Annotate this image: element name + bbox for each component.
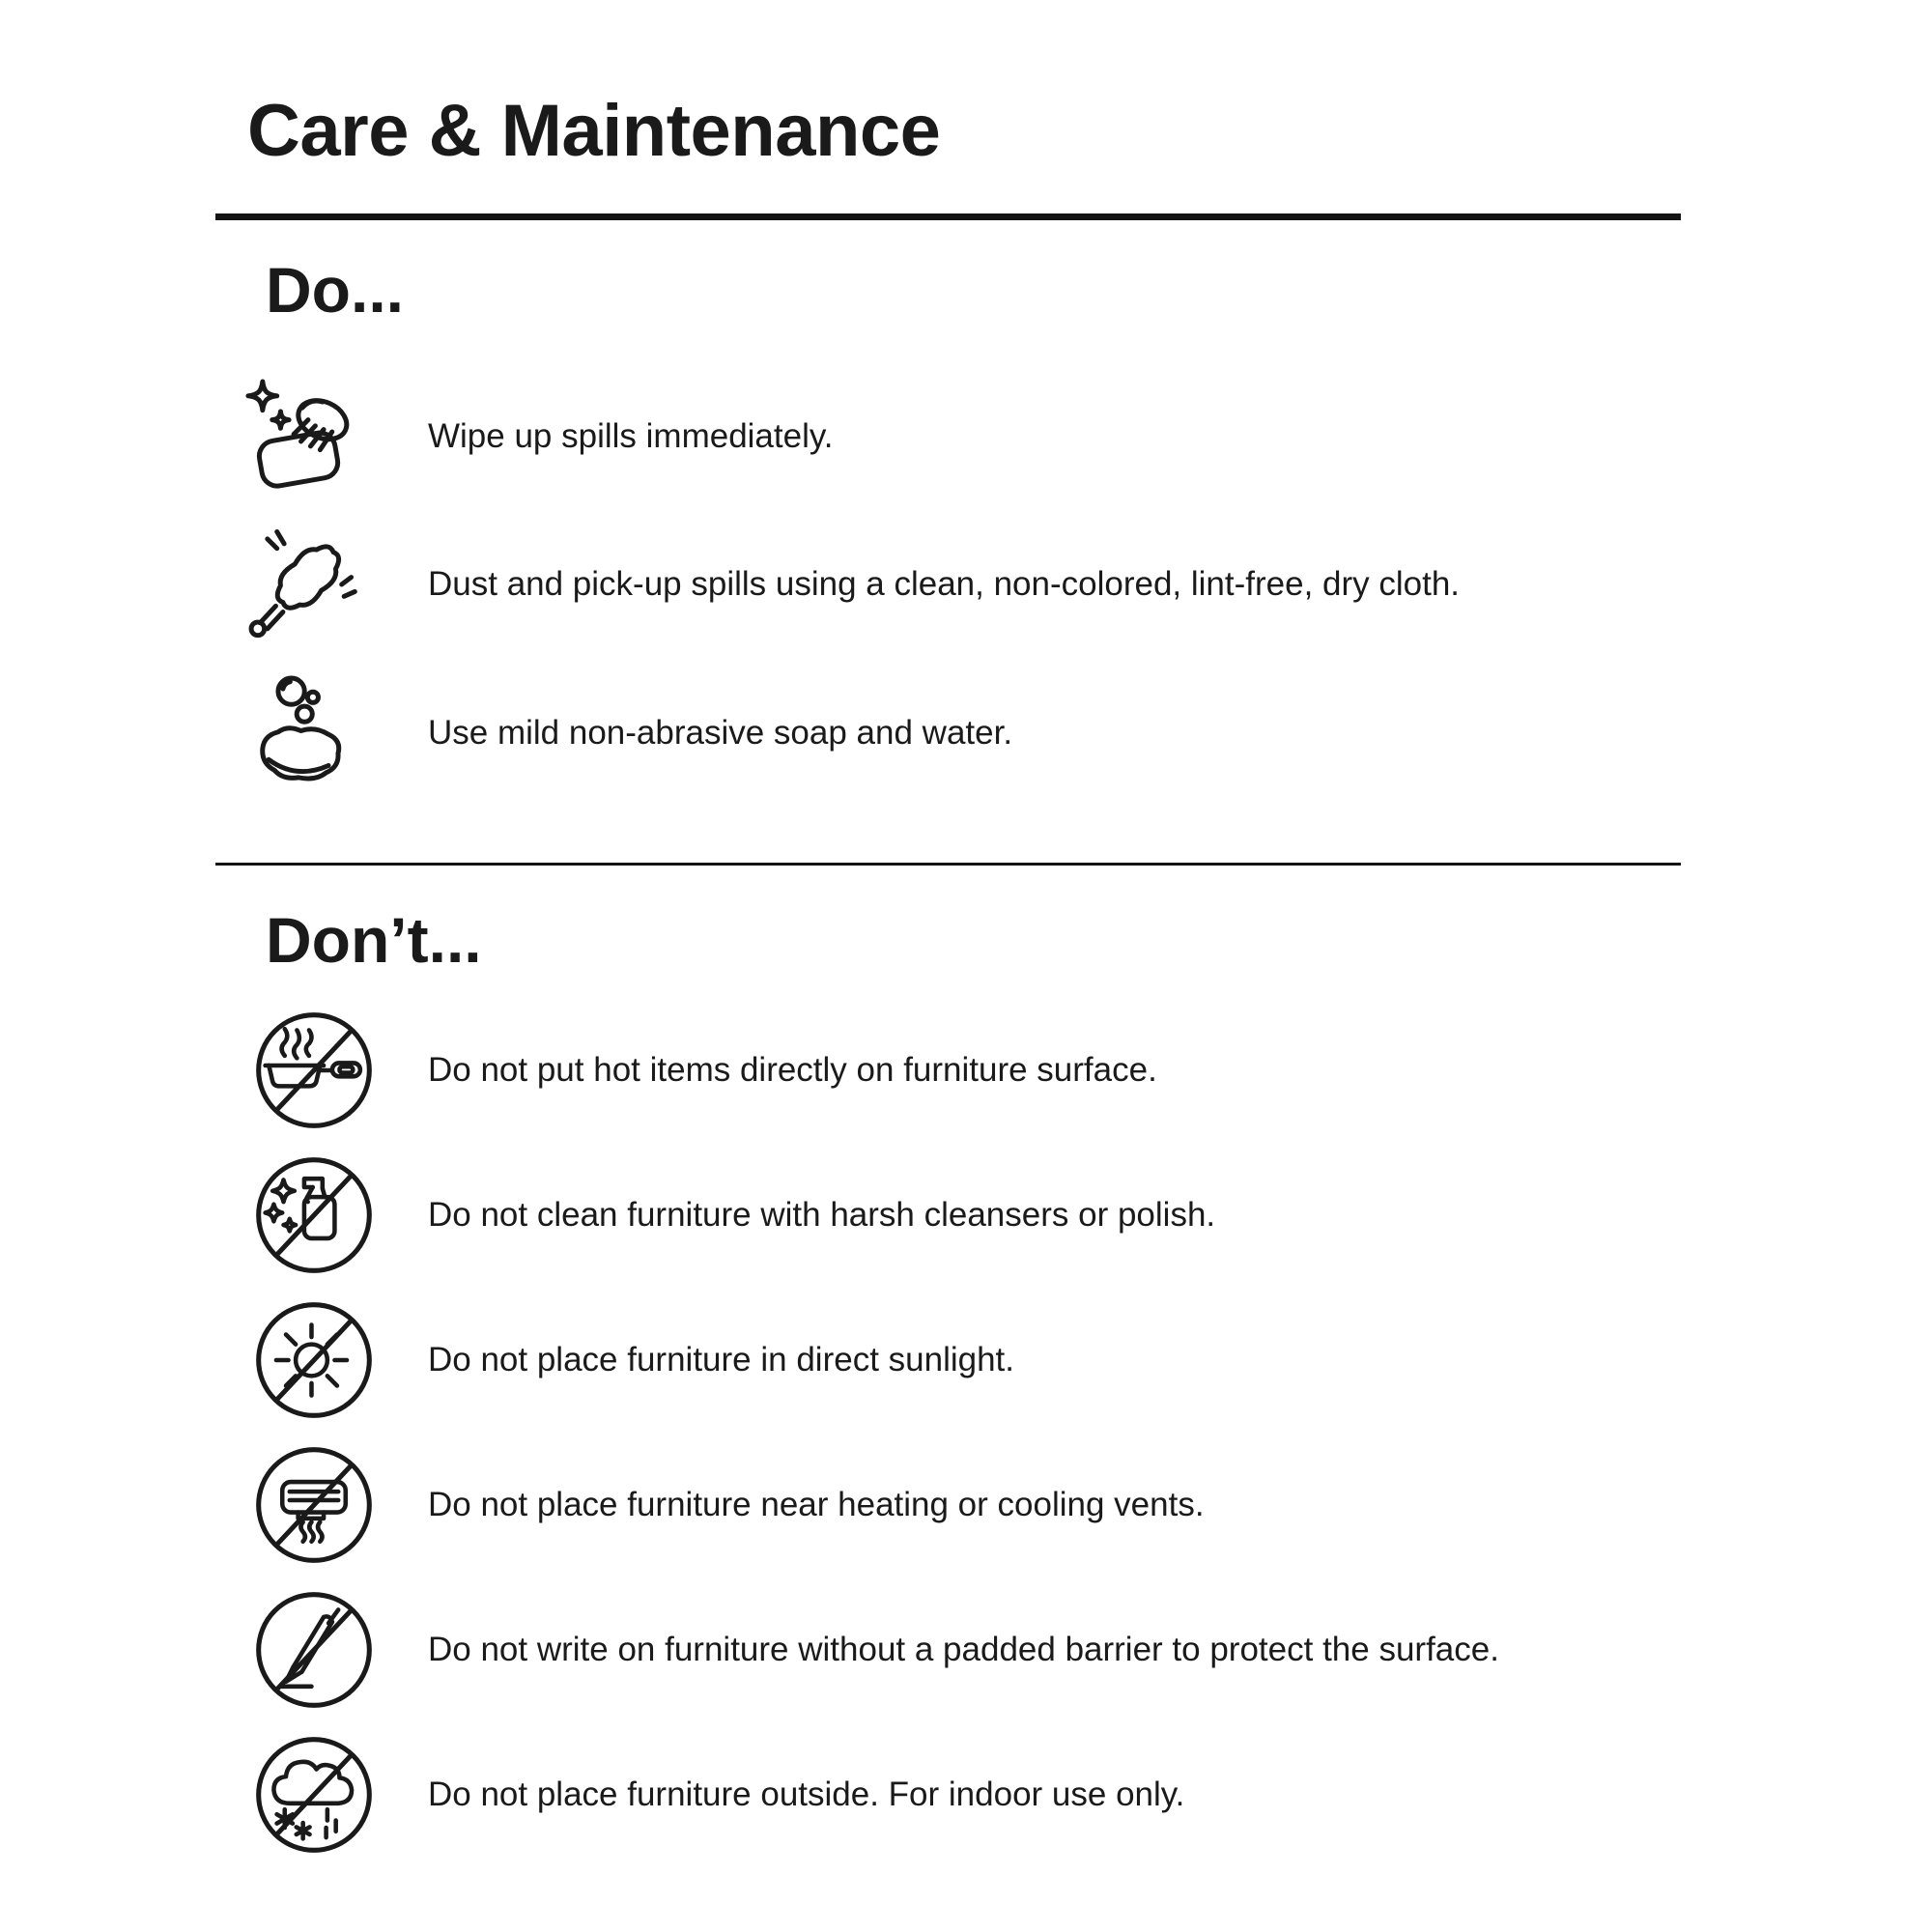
dont-item bbox=[253, 1152, 1215, 1278]
dont-item bbox=[253, 1008, 1157, 1133]
dont-item bbox=[253, 1442, 1205, 1568]
no-outdoor-icon bbox=[253, 1734, 375, 1856]
dont-section-heading: Don’t... bbox=[266, 904, 482, 976]
dont-item-text: Do not place furniture near heating or cooling vents. bbox=[428, 1486, 1205, 1524]
wipe-icon bbox=[243, 377, 363, 497]
section-divider bbox=[215, 863, 1681, 866]
dont-item-text: Do not clean furniture with harsh cleansers or polish. bbox=[428, 1196, 1216, 1235]
do-item bbox=[243, 522, 1460, 647]
do-item-text: Use mild non-abrasive soap and water. bbox=[428, 714, 1013, 753]
no-harsh-cleansers-icon bbox=[253, 1154, 375, 1276]
dont-item-text: Do not place furniture in direct sunlight. bbox=[428, 1341, 1014, 1379]
dont-item bbox=[253, 1297, 1014, 1423]
do-item bbox=[243, 374, 834, 499]
do-item-text: Wipe up spills immediately. bbox=[428, 417, 834, 456]
dont-item-text: Do not place furniture outside. For indoor use only. bbox=[428, 1776, 1185, 1814]
dont-item-text: Do not write on furniture without a padded barrier to protect the surface. bbox=[428, 1631, 1499, 1669]
do-item-text: Dust and pick-up spills using a clean, non-colored, lint-free, dry cloth. bbox=[428, 565, 1461, 604]
no-hot-items-icon bbox=[253, 1009, 375, 1131]
duster-icon bbox=[243, 525, 363, 644]
do-item bbox=[243, 670, 1012, 796]
sponge-icon bbox=[243, 673, 363, 793]
no-direct-sunlight-icon bbox=[253, 1299, 375, 1421]
no-heating-vents-icon bbox=[253, 1444, 375, 1566]
page-title: Care & Maintenance bbox=[247, 90, 941, 172]
do-section-heading: Do... bbox=[266, 254, 404, 326]
dont-item bbox=[253, 1732, 1184, 1858]
dont-item bbox=[253, 1587, 1499, 1713]
title-divider bbox=[215, 213, 1681, 220]
no-writing-icon bbox=[253, 1589, 375, 1711]
dont-item-text: Do not put hot items directly on furniture surface. bbox=[428, 1051, 1157, 1090]
